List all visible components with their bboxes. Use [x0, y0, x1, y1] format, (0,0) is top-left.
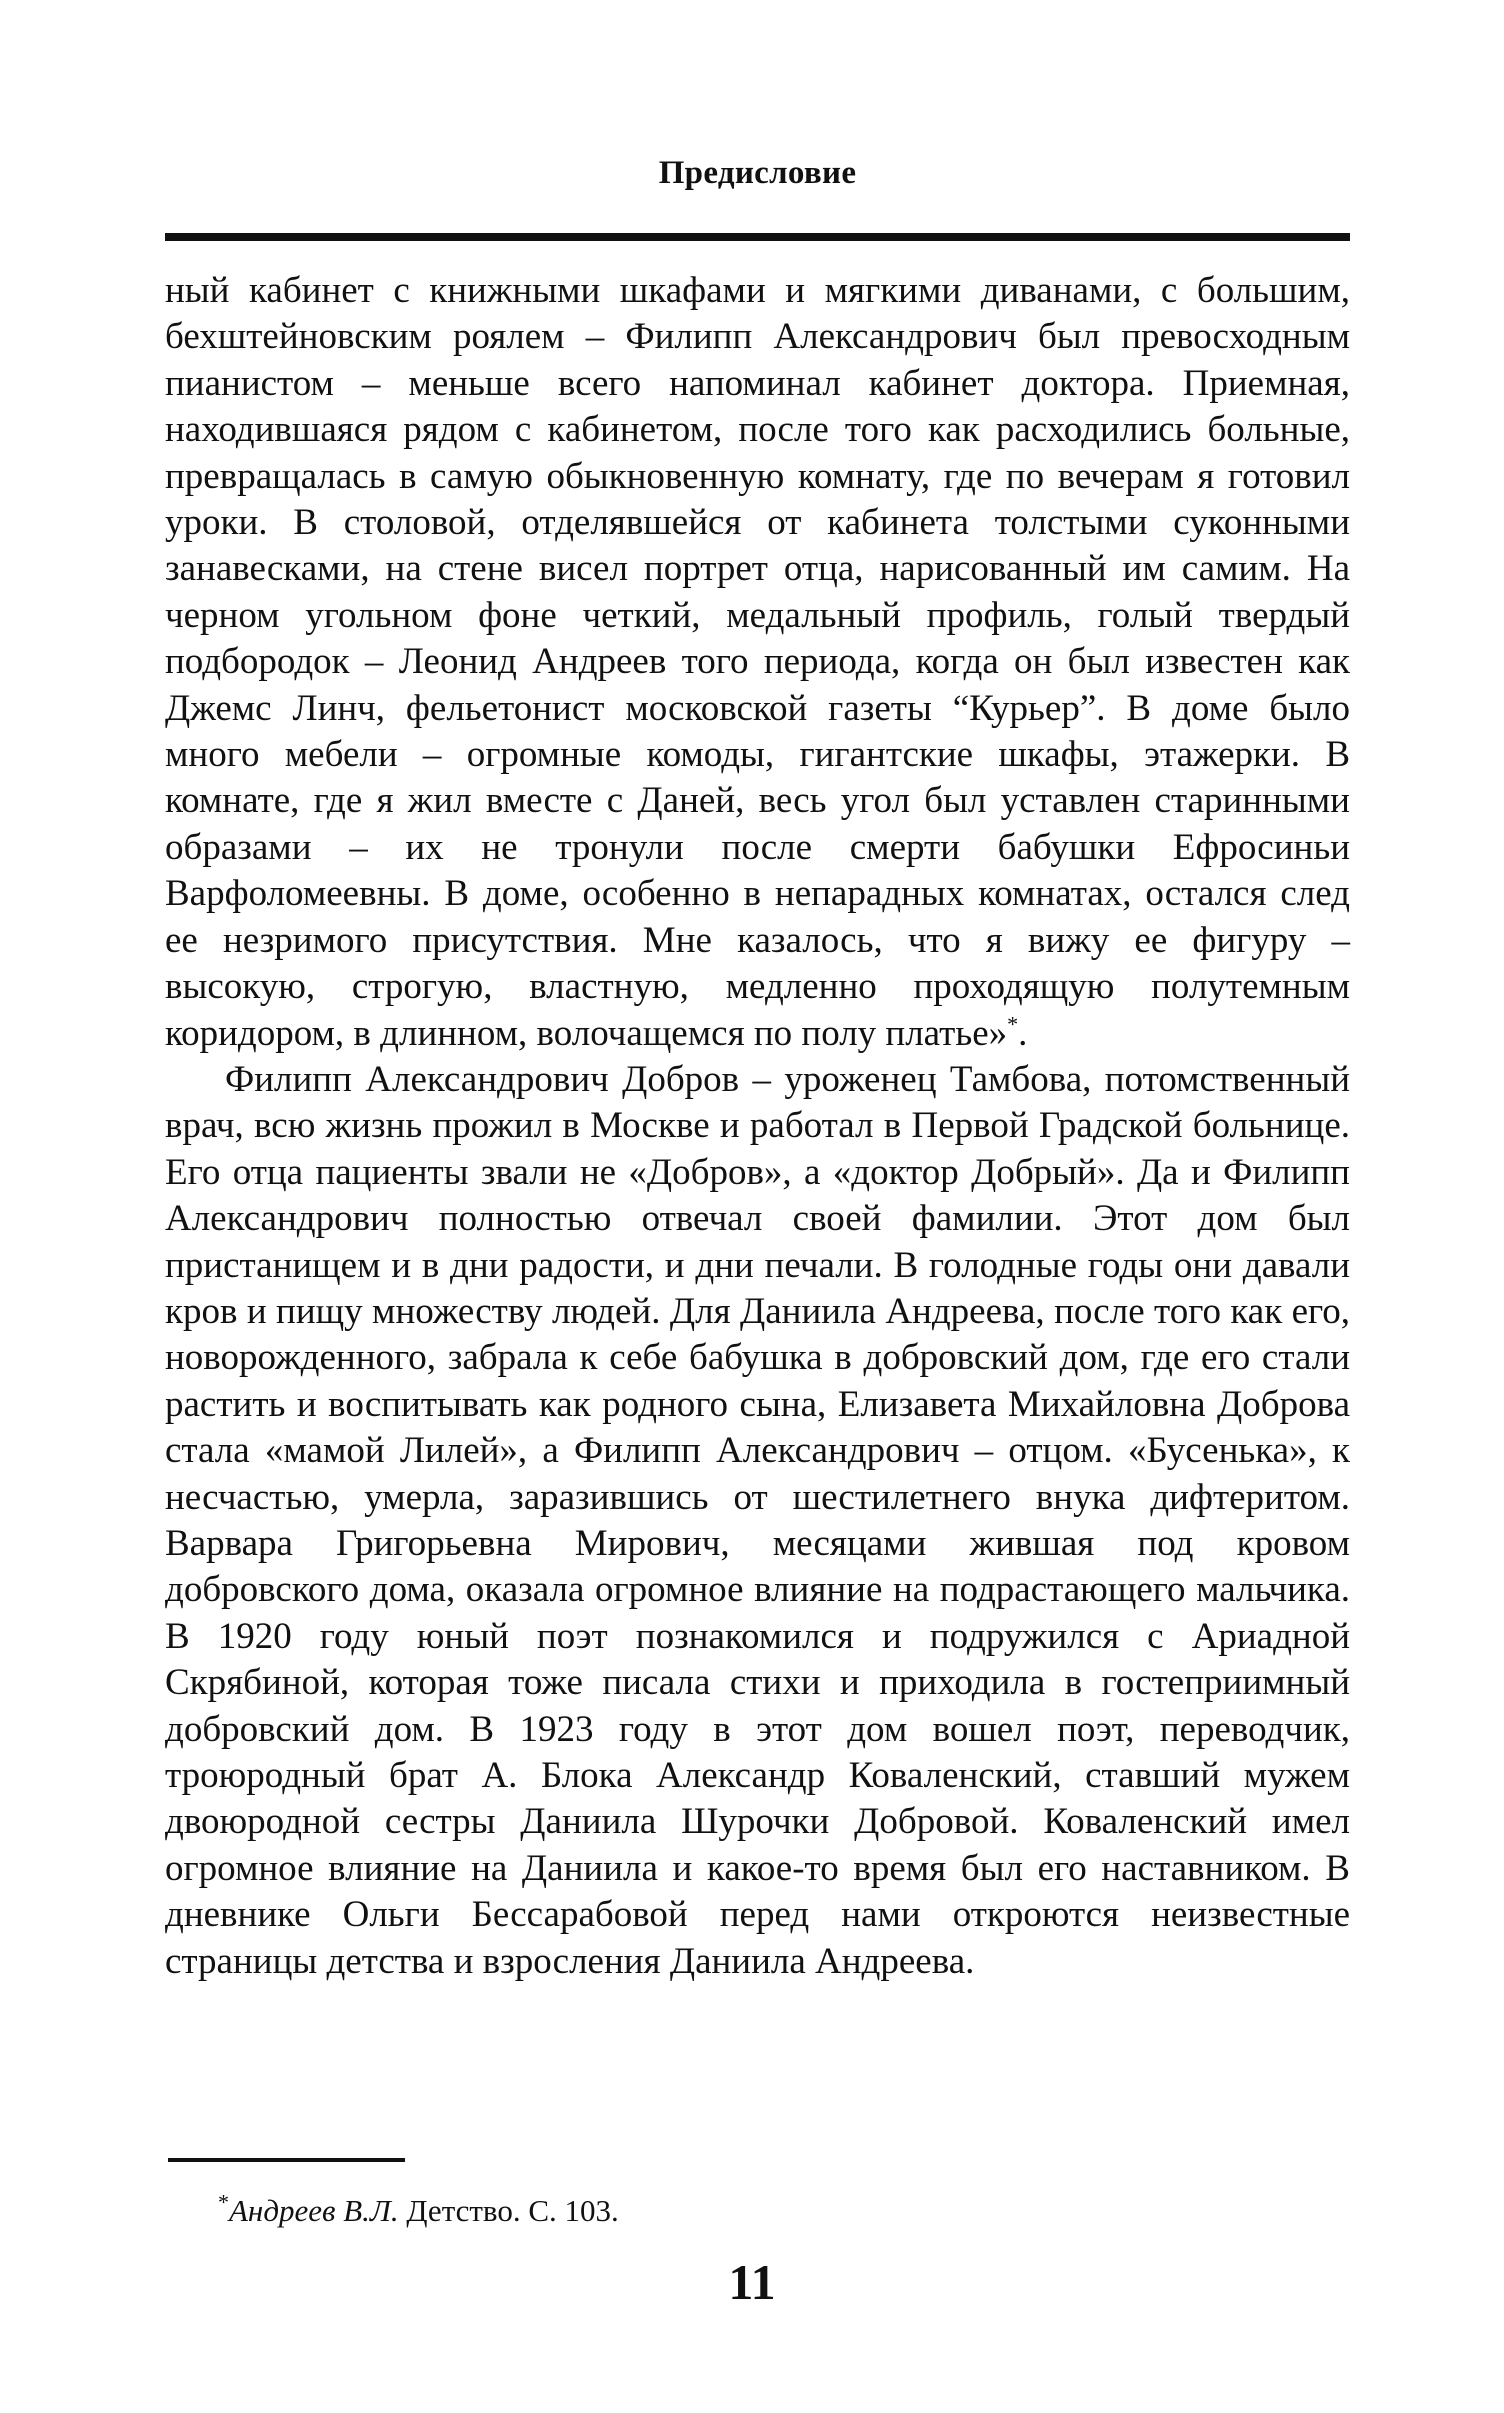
footnote-rule [168, 2158, 405, 2162]
paragraph-1 [165, 268, 1350, 1057]
footnote [218, 2191, 619, 2231]
footnote-author: Андреев В.Л. [229, 2193, 399, 2228]
page-number: 11 [728, 2254, 776, 2310]
header-rule [165, 233, 1350, 241]
paragraph-1-end: . [1018, 1012, 1028, 1054]
paragraph-1-text: ный кабинет с книжными шкафами и мягкими диванами, с большим, бехштейновским роялем – Филипп Александрович был превосходным пианистом – меньше всего напоминал кабинет доктора. Приемная, находившаяся рядом с кабинетом, после того как расходились больные, превращалась в самую обыкновенную комнату, где по вечерам я готовил уроки. В столовой, отделявшейся от кабинета толстыми суконными занавесками, на стене висел портрет отца, нарисованный им самим. На черном угольном фоне четкий, медальный профиль, голый твердый подбородок – Леонид Андреев того периода, когда он был известен как Джемс Линч, фельетонист московской газеты “Курьер”. В доме было много мебели – огромные комоды, гигантские шкафы, этажерки. В комнате, где я жил вместе с Даней, весь угол был уставлен старинными образами – их не тронули после смерти бабушки Ефросиньи Варфоломеевны. В доме, особенно в непарадных комнатах, остался след ее незримого присутствия. Мне казалось, что я вижу ее фигуру – высокую, строгую, властную, медленно проходящую полутемным коридором, в длинном, волочащемся по полу платье» [165, 270, 1350, 1054]
body-text [165, 268, 1350, 1985]
paragraph-2: Филипп Александрович Добров – уроженец Тамбова, потомственный врач, всю жизнь прожил в Москве и работал в Первой Градской больнице. Его отца пациенты звали не «Добров», а «доктор Добрый». Да и Филипп Александрович полностью отвечал своей фамилии. Этот дом был пристанищем и в дни радости, и дни печали. В голодные годы они давали кров и пищу множеству людей. Для Даниила Андреева, после того как его, новорожденного, забрала к себе бабушка в добровский дом, где его стали растить и воспитывать как родного сына, Елизавета Михайловна Доброва стала «мамой Лилей», а Филипп Александрович – отцом. «Бусенька», к несчастью, умерла, заразившись от шестилетнего внука дифтеритом. Варвара Григорьевна Мирович, месяцами жившая под кровом добровского дома, оказала огромное влияние на подрастающего мальчика. В 1920 году юный поэт познакомился и подружился с Ариадной Скрябиной, которая тоже писала стихи и приходила в гостеприимный добровский дом. В 1923 году в этот дом вошел поэт, переводчик, троюродный брат А. Блока Александр Коваленский, ставший мужем двоюродной сестры Даниила Шурочки Добровой. Коваленский имел огромное влияние на Даниила и какое-то время был его наставником. В дневнике Ольги Бессарабовой перед нами откроются неизвестные страницы детства и взросления Даниила Андреева. [165, 1058, 1350, 1982]
footnote-reference-marker: * [1007, 1011, 1019, 1037]
footnote-marker: * [218, 2189, 229, 2215]
running-head-title: Предисловие [658, 155, 857, 191]
footnote-text: Детство. С. 103. [398, 2193, 619, 2228]
